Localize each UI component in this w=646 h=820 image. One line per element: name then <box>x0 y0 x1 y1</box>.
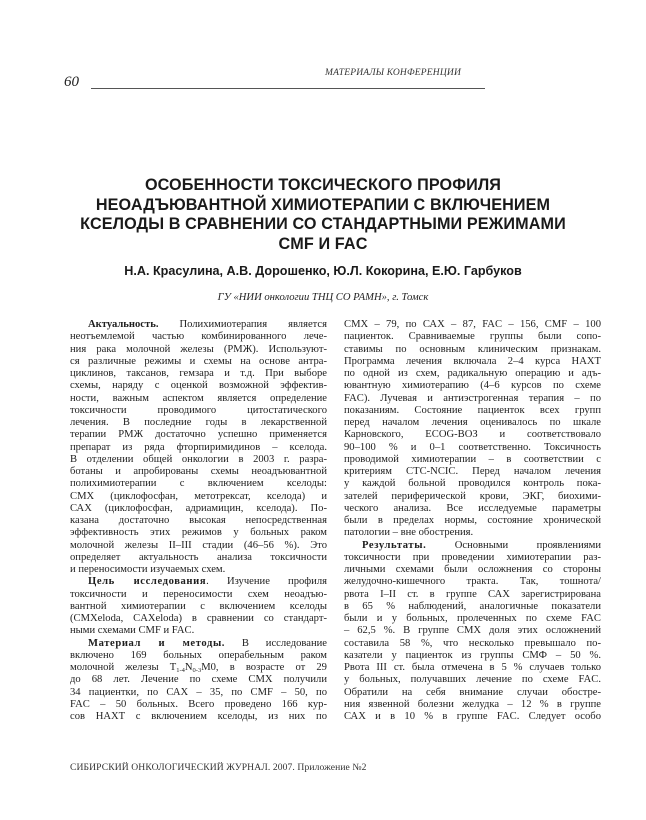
text-line: были в пределах нормы, состояние хронической <box>344 515 601 526</box>
text-line: составила 58 %, что несколько превышало по- <box>344 637 601 649</box>
title-line: НЕОАДЪЮВАНТНОЙ ХИМИОТЕРАПИИ С ВКЛЮЧЕНИЕМ <box>95 195 551 214</box>
text-line: ювантную химиотерапию (4–6 курсов по схеме <box>344 380 601 392</box>
text-line: FAC). Лучевая и антиэстрогенная терапия – по <box>344 392 601 404</box>
section-lead-results: Результаты. <box>362 539 427 551</box>
text-line: желудочно-кишечного тракта. Так, тошнота/ <box>344 576 601 588</box>
page-number: 60 <box>64 74 79 90</box>
text-line: полихимиотерапии с включением кселоды: <box>70 478 327 490</box>
section-lead-methods: Материал и методы. <box>88 637 226 649</box>
text-line: ческого анализа. Все исследуемые параметры <box>344 502 601 514</box>
section-methods <box>70 638 327 724</box>
text-line: ния язвенной болезни желудка – 12 % в группе <box>344 698 601 710</box>
text-line: (CMXeloda, CAXeloda) в сравнении со стандарт- <box>70 613 327 624</box>
text-line: до 68 лет. Лечение по схеме СМХ получили <box>70 674 327 686</box>
article-title <box>60 176 586 254</box>
text-line: Рвота III ст. была отмечена в 5 % случаев только <box>344 662 601 673</box>
section-results <box>344 540 601 724</box>
title-line: CMF И FAC <box>278 234 368 253</box>
text-line: Программа лечения включала 2–4 курса НАХТ <box>344 355 601 367</box>
text-line: СМХ (циклофосфан, метотрексат, кселода) и <box>70 490 327 502</box>
text-line: схемы, наряду с оценкой возможной эффектив- <box>70 380 327 392</box>
text-line: ставимы по основным клиническим признакам. <box>344 343 601 355</box>
text-line: 34 пациентки, по САХ – 35, по CMF – 50, по <box>70 686 327 698</box>
text-line: ности, важным аспектом является определение <box>70 392 327 404</box>
journal-footer: СИБИРСКИЙ ОНКОЛОГИЧЕСКИЙ ЖУРНАЛ. 2007. Приложение №2 <box>70 762 367 773</box>
section-relevance <box>70 319 327 576</box>
text-line: и переносимости изучаемых схем. <box>70 564 226 575</box>
header-rule <box>91 88 485 89</box>
text-line: Результаты. Основными проявлениями <box>362 539 601 551</box>
text-line: казана достаточно высокая непосредственная <box>70 515 327 526</box>
text-line: ными схемами CMF и FAC. <box>70 625 195 637</box>
text-line: Актуальность. Полихимиотерапия является <box>88 319 327 330</box>
text-line: перед началом лечения оценивалось по шкале <box>344 417 601 428</box>
text-line: ния рака молочной железы (РМЖ). Используют- <box>70 343 327 355</box>
section-lead-aim: Цель исследования <box>88 576 207 588</box>
text-line: критериям CTC-NCIC. Перед началом лечения <box>344 466 601 477</box>
text-line: эффективность этих режимов у больных раком <box>70 527 327 539</box>
text-line: лечения. В последние годы в лекарственной <box>70 417 327 428</box>
text-line: препарат из ряда фторпиримидинов – кселода. <box>70 441 327 453</box>
text-line: ся различные режимы и схемы на основе антра- <box>70 355 327 367</box>
text-line: САХ и в 10 % в группе FAC. Следует особо <box>344 711 601 722</box>
text-line: циклинов, таксанов, гемзара и т.д. При выборе <box>70 368 327 379</box>
title-line: ОСОБЕННОСТИ ТОКСИЧЕСКОГО ПРОФИЛЯ <box>144 176 502 194</box>
text-line: токсичности при проведении химиотерапии раз- <box>344 551 601 563</box>
text-line: СМХ – 79, по САХ – 87, FAC – 156, CMF – 100 <box>344 319 601 330</box>
text-line: Обратили на себя внимание случаи обостре- <box>344 686 601 698</box>
text-line: проводимой химиотерапии – в соответствии с <box>344 453 601 465</box>
text-line: В отделении общей онкологии в 2003 г. разра- <box>70 453 327 465</box>
text-line: – 62,5 %. В группе СМХ доля этих осложнений <box>344 625 601 637</box>
text-line: молочной железы II–III стадии (46–56 %). Это <box>70 539 327 551</box>
text-line: неотъемлемой частью комбинированного лече- <box>70 331 327 343</box>
text-line: включено 169 больных операбельным раком <box>70 649 327 661</box>
text-line: показаниям. Состояние пациенток всех групп <box>344 404 601 416</box>
text-line: у больных, получавших лечение по схеме FAC. <box>344 674 601 686</box>
left-column <box>70 319 327 723</box>
text-line: определяет актуальность анализа токсичности <box>70 551 327 563</box>
section-lead-relevance: Актуальность. <box>88 319 159 330</box>
section-methods-continued <box>344 319 601 540</box>
running-head: МАТЕРИАЛЫ КОНФЕРЕНЦИИ <box>324 68 462 78</box>
text-line: Карновского, ECOG-ВОЗ и соответствовало <box>344 429 601 441</box>
text-line: вантной химиотерапии с включением кселоды <box>70 600 327 612</box>
text-line: патологии – вне обострения. <box>344 527 474 539</box>
text-line: по одной из схем, радикальную операцию и адъ- <box>344 368 601 379</box>
text-line: FAC – 50 больных. Всего проведено 166 кур- <box>70 698 327 710</box>
text-line: у каждой больной проводился контроль пока- <box>344 478 601 490</box>
text-line: САХ (циклофосфан, адриамицин, кселода). По- <box>70 502 327 514</box>
text-line: 90–100 % и 0–1 соответственно. Токсичность <box>344 441 601 453</box>
section-aim <box>70 576 327 637</box>
authors: Н.А. Красулина, А.В. Дорошенко, Ю.Л. Кокорина, Е.Ю. Гарбуков <box>124 264 522 278</box>
text-line: были и у больных, пролеченных по схеме FAC <box>344 613 601 624</box>
text-line: зателей периферической крови, ЭКГ, биохими- <box>344 490 601 502</box>
text-line: Материал и методы. В исследование <box>88 637 327 649</box>
text-line: токсичности и переносимости схем неоадъю- <box>70 588 327 600</box>
text-line: личными схемами были осложнения со стороны <box>344 564 601 575</box>
text-line: ботаны и апробированы схемы неоадъювантной <box>70 466 327 477</box>
affiliation: ГУ «НИИ онкологии ТНЦ СО РАМН», г. Томск <box>217 292 429 303</box>
text-line: Цель исследования. Изучение профиля <box>88 576 327 588</box>
text-line: рвота I–II ст. в группе САХ зарегистрирована <box>344 588 601 600</box>
text-line: токсичности проводимого цитостатического <box>70 404 327 416</box>
right-column <box>344 319 601 723</box>
title-line: КСЕЛОДЫ В СРАВНЕНИИ СО СТАНДАРТНЫМИ РЕЖИМАМИ <box>80 215 566 233</box>
text-line: терапии РМЖ достаточно успешно применяется <box>70 429 327 441</box>
text-line: пациенток. Сравниваемые группы были сопо- <box>344 331 601 343</box>
text-line-tnm: молочной железы $T_{1-4}N_{0-3}M0$, в возрасте от 29 <box>70 662 327 674</box>
text-line: сов НАХТ с включением кселоды, из них по <box>70 711 327 722</box>
text-line: казатели у пациенток из группы СМФ – 50 %. <box>344 649 601 661</box>
text-line: в 65 % наблюдений, аналогичные показатели <box>344 600 601 612</box>
